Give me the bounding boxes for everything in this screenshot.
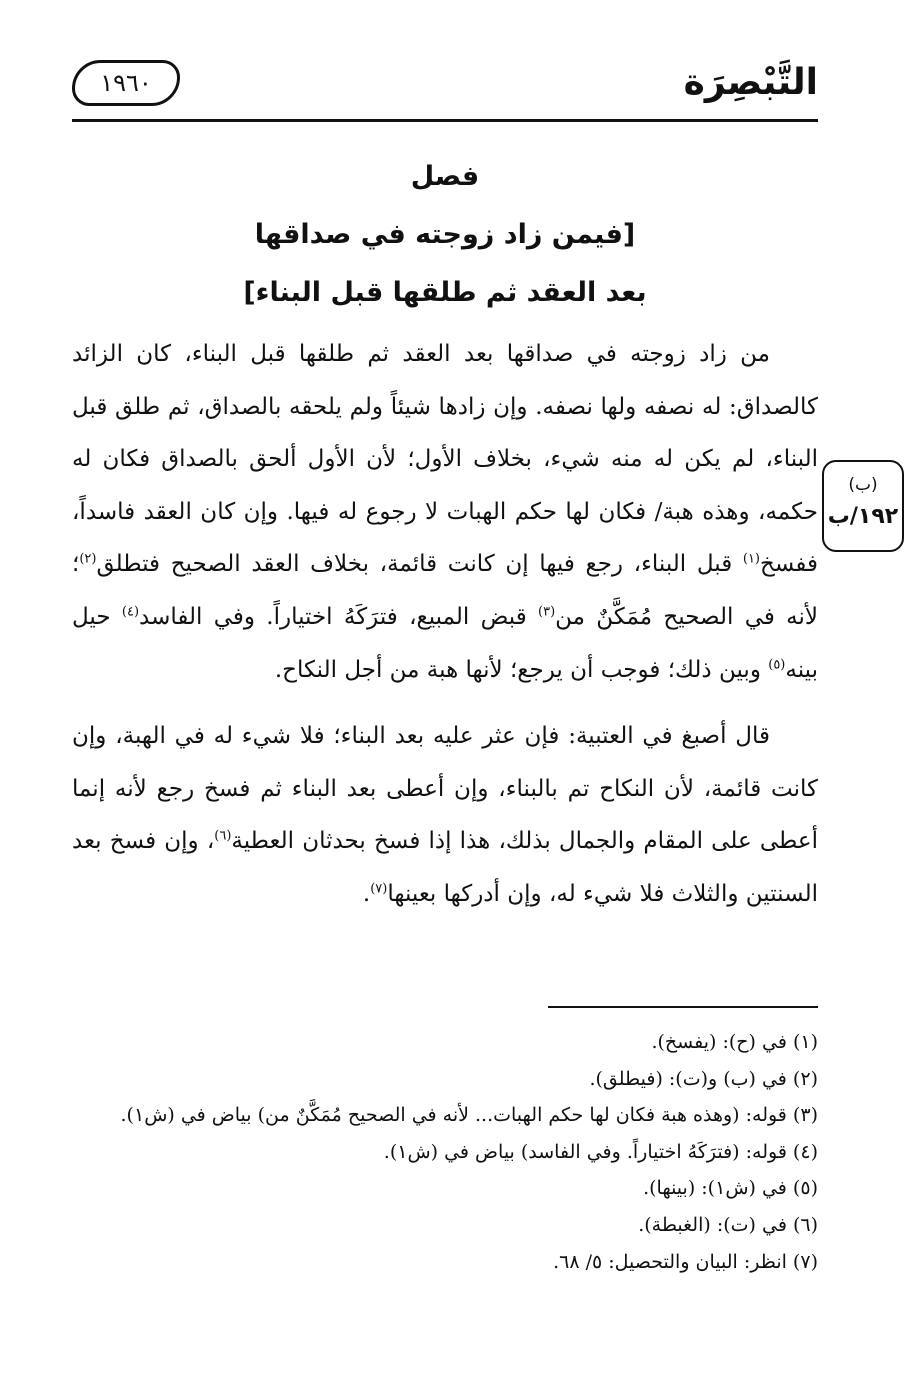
paragraph-1-text-a: من زاد زوجته في صداقها بعد العقد ثم طلقها قبل البناء، كان الزائد كالصداق: له نصفه ولها نصفه. وإن زادها شيئاً ولم يلحقه بالصداق، ثم طلق قبل البناء، لم يكن له منه شيء، بخلاف الأول؛ لأن الأول ألحق بالصداق فكان له حكمه، وهذه هبة/ فكان لها حكم الهبات لا رجوع له فيها. وإن كان العقد فاسداً، ففسخ bbox=[72, 341, 818, 578]
footnote-ref-6[interactable]: (٦) bbox=[214, 828, 232, 844]
section-heading bbox=[72, 148, 818, 322]
footnote-1: (١) في (ح): (يفسخ). bbox=[651, 1031, 818, 1053]
footnote-ref-1[interactable]: (١) bbox=[742, 551, 760, 567]
book-title: التَّبْصِرَة bbox=[683, 62, 818, 103]
header-rule bbox=[72, 119, 818, 122]
margin-note-bottom: ١٩٢/ب bbox=[827, 504, 899, 529]
margin-manuscript-note bbox=[822, 460, 904, 552]
margin-note-top: (ب) bbox=[848, 475, 878, 495]
section-title-line-2: بعد العقد ثم طلقها قبل البناء] bbox=[243, 277, 647, 308]
footnote-ref-5[interactable]: (٥) bbox=[768, 656, 786, 672]
paragraph-1-text-c: ؛ لأنه في الصحيح مُمَكَّنٌ من bbox=[72, 551, 819, 630]
paragraph-2-text-b: ، وإن فسخ بعد السنتين والثلاث فلا شيء له، وإن أدركها بعينها bbox=[72, 828, 818, 907]
footnote-2: (٢) في (ب) و(ت): (فيطلق). bbox=[589, 1067, 818, 1090]
section-label: فصل bbox=[410, 161, 480, 192]
paragraph-1-text-e: حيل بينه bbox=[72, 603, 818, 683]
footnote-3: (٣) قوله: (وهذه هبة فكان لها حكم الهبات... لأنه في الصحيح مُمَكَّنٌ من) بياض في (ش١). bbox=[120, 1104, 818, 1127]
footnote-ref-4[interactable]: (٤) bbox=[121, 604, 140, 620]
page-number: ١٩٦٠ bbox=[72, 60, 180, 106]
footnote-divider bbox=[548, 1006, 818, 1008]
paragraph-2-text-a: قال أصبغ في العتبية: فإن عثر عليه بعد البناء؛ فلا شيء له في الهبة، وإن كانت قائمة، لأن النكاح تم بالبناء، وإن أعطى بعد البناء ثم فسخ رجع لأنه إنما أعطى على المقام والجمال بذلك، هذا إذا فسخ بحدثان العطية bbox=[72, 723, 818, 855]
page-header bbox=[72, 52, 818, 122]
footnote-4: (٤) قوله: (فترَكَهُ اختياراً. وفي الفاسد) بياض في (ش١). bbox=[383, 1140, 818, 1163]
footnote-6: (٦) في (ت): (الغبطة). bbox=[638, 1213, 818, 1236]
footnote-5: (٥) في (ش١): (بينها). bbox=[643, 1177, 818, 1200]
footnote-list bbox=[72, 1024, 818, 1280]
paragraph-2-text-c: . bbox=[362, 880, 371, 907]
body-text bbox=[72, 328, 818, 921]
footnote-7: (٧) انظر: البيان والتحصيل: ٥/ ٦٨. bbox=[553, 1250, 818, 1273]
section-title-line-1: [فيمن زاد زوجته في صداقها bbox=[254, 219, 636, 250]
paragraph-1-text-b: قبل البناء، رجع فيها إن كانت قائمة، بخلاف العقد الصحيح فتطلق bbox=[96, 551, 743, 578]
footnote-ref-2[interactable]: (٢) bbox=[79, 551, 97, 567]
paragraph-1-text-d: قبض المبيع، فترَكَهُ اختياراً. وفي الفاسد bbox=[139, 603, 539, 630]
paragraph-2 bbox=[72, 710, 818, 920]
paragraph-1 bbox=[72, 328, 818, 696]
footnote-ref-3[interactable]: (٣) bbox=[538, 604, 556, 620]
footnote-ref-7[interactable]: (٧) bbox=[370, 881, 388, 897]
paragraph-1-text-f: وبين ذلك؛ فوجب أن يرجع؛ لأنها هبة من أجل النكاح. bbox=[274, 656, 769, 683]
